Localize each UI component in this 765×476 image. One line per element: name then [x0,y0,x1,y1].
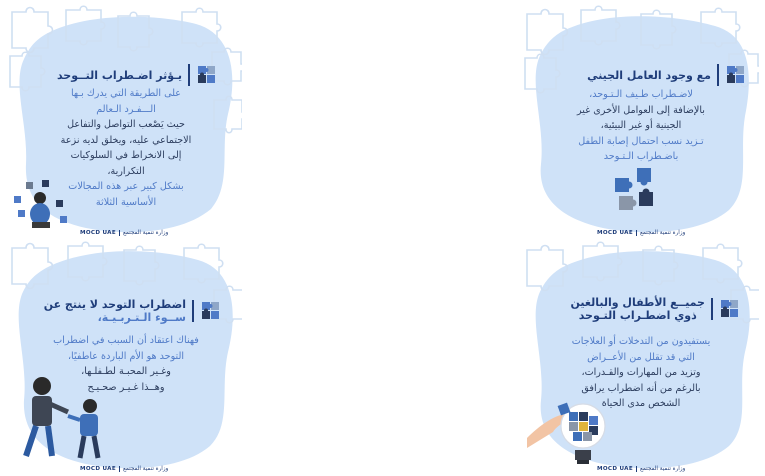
child-with-puzzle-pieces-illustration [12,176,72,232]
footer-separator [119,466,120,472]
body-line: بالرغم من أنه اضطراب يرافق [581,382,701,394]
body-line: إلى الانخراط في السلوكيات [70,150,182,161]
body-line: وتزيد من المهارات والقـدرات، [581,367,701,378]
body-line: الجينية أو غير البيئية، [600,120,682,131]
title-divider [188,64,190,86]
body-line: التوحد هو الأم الباردة عاطفيًا، [67,350,185,362]
card-title: جميــع الأطفال والبالغين ذوي اضطـراب التـوحد [570,296,705,322]
card-footer [597,230,685,236]
footer-separator [636,230,637,236]
footer-brand: MOCD UAE [80,466,116,472]
card-body [541,87,741,165]
parent-and-child-illustration [20,372,110,464]
footer-ministry: وزارة تنمية المجتمع [639,466,686,472]
info-card-2 [523,4,759,240]
body-line: تـزيد نسب احتمال إصابة الطفل [578,135,704,147]
card-title: اضطراب التوحد لا ينتج عن ســوء الـتـربـيـة، [43,298,186,324]
body-line: الاجتماعي عليه، ويخلق لديه نزعة [60,134,192,146]
puzzle-icon [200,300,222,322]
body-line: التي قد تقلل من الأعــراض [587,351,695,363]
card-header [57,64,218,86]
body-line: وهــذا غـيـر صحـيـح [87,381,165,393]
puzzle-pieces-illustration [611,162,667,218]
card-footer [80,466,168,472]
puzzle-icon [196,64,218,86]
hand-holding-puzzle-bulb-illustration [525,390,611,474]
body-line: فهناك اعتقاد أن السبب في اضطراب [53,335,199,346]
title-divider [192,300,194,322]
title-divider [711,298,713,320]
footer-separator [119,230,120,236]
card-footer [80,230,168,236]
card-header [44,298,222,324]
body-line: يستفيدون من التدخلات أو العلاجات [571,336,711,347]
body-line: وغـير المحبـة لطـفلـها، [81,366,171,377]
card-title: مع وجود العامل الجيني [587,68,711,82]
card-header [571,296,742,322]
info-card-3 [6,240,242,476]
body-line: باضـطراب الـتـوحد [603,151,679,162]
body-line: على الطريقة التي يدرك بـها [70,88,182,99]
body-line: الشخص مدى الحياة [601,398,681,409]
footer-ministry: وزارة تنمية المجتمع [639,230,686,236]
body-line: بشكل كبير عبر هذه المجالات [68,181,184,192]
body-line: بالإضافة إلى العوامل الأخرى غير [577,104,705,116]
info-card-4 [523,240,759,476]
footer-ministry: وزارة تنمية المجتمع [122,466,169,472]
body-line: الـــفـرد الـعالم [96,103,156,115]
puzzle-icon [725,64,747,86]
card-title: يـؤثر اضـطراب التــوحد [56,68,182,82]
footer-brand: MOCD UAE [597,230,633,236]
footer-separator [636,466,637,472]
footer-ministry: وزارة تنمية المجتمع [122,230,169,236]
footer-brand: MOCD UAE [80,230,116,236]
body-line: حيث يَصْعب التواصل والتفاعل [67,119,185,130]
card-footer [597,466,685,472]
puzzle-icon [719,298,741,320]
body-line: التكرارية، [107,165,145,177]
body-line: لاضـطراب طـيف الـتـوحد، [589,89,693,100]
footer-brand: MOCD UAE [597,466,633,472]
card-header [587,64,747,86]
info-card-1 [6,4,242,240]
body-line: الأساسية الثلاثة [95,196,157,208]
title-divider [717,64,719,86]
